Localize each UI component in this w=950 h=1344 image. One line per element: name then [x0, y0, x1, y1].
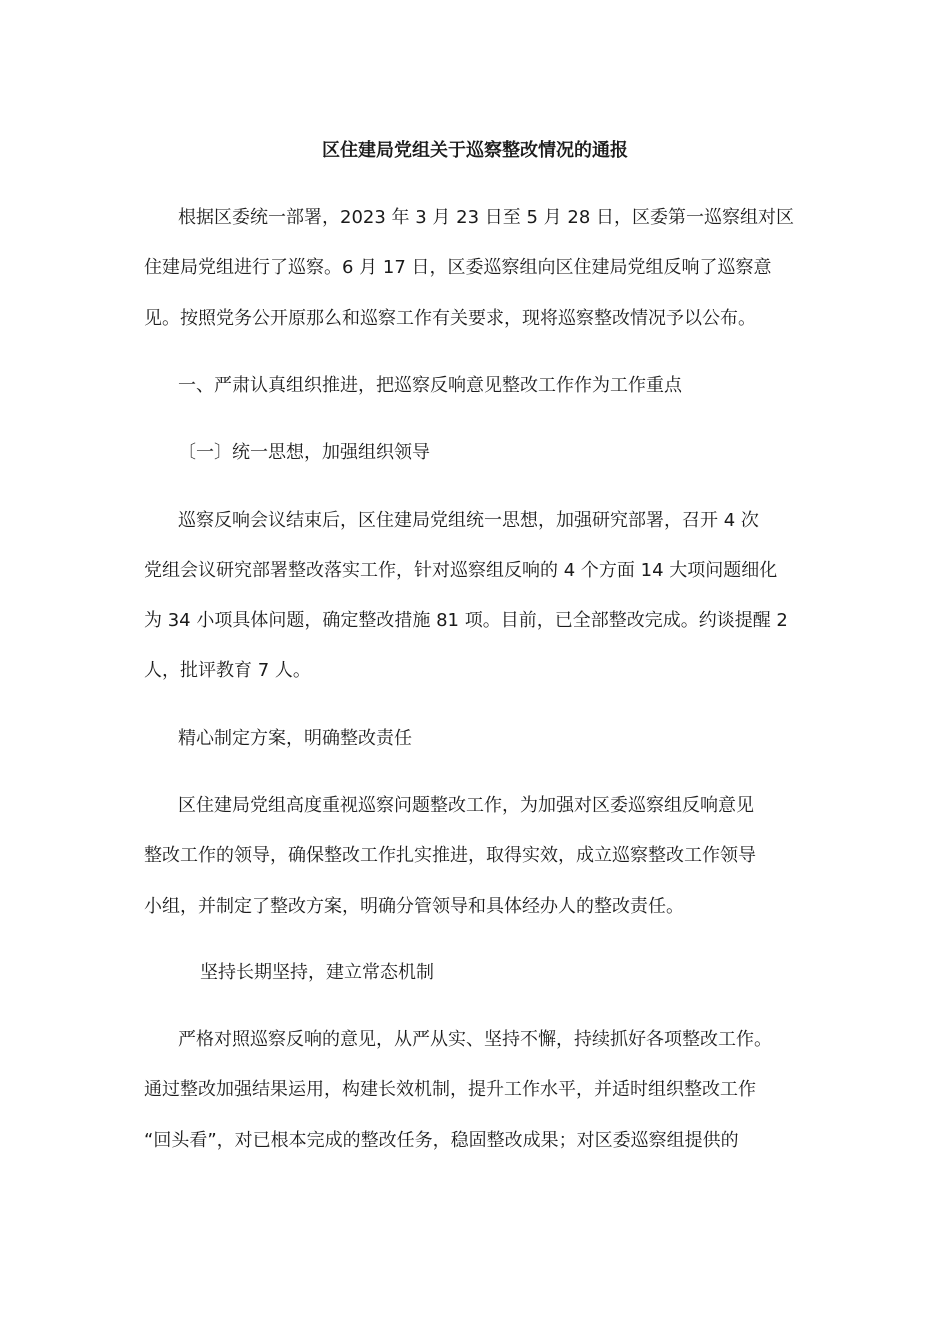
paragraph-2-line-1: 区住建局党组高度重视巡察问题整改工作，为加强对区委巡察组反响意见 [178, 795, 754, 816]
subsection-heading-3: 坚持长期坚持，建立常态机制 [200, 962, 434, 983]
subsection-heading-1: 〔一〕统一思想，加强组织领导 [178, 442, 430, 463]
paragraph-1-line-2: 党组会议研究部署整改落实工作，针对巡察组反响的 4 个方面 14 大项问题细化 [144, 560, 778, 581]
paragraph-3-line-2: 通过整改加强结果运用，构建长效机制，提升工作水平，并适时组织整改工作 [144, 1079, 756, 1100]
paragraph-1-line-1: 巡察反响会议结束后，区住建局党组统一思想，加强研究部署，召开 4 次 [178, 510, 759, 531]
intro-line-2: 住建局党组进行了巡察。6 月 17 日，区委巡察组向区住建局党组反响了巡察意 [144, 257, 772, 278]
intro-line-1: 根据区委统一部署，2023 年 3 月 23 日至 5 月 28 日，区委第一巡察组对区 [178, 207, 795, 228]
paragraph-2-line-3: 小组，并制定了整改方案，明确分管领导和具体经办人的整改责任。 [144, 896, 684, 917]
paragraph-2-line-2: 整改工作的领导，确保整改工作扎实推进，取得实效，成立巡察整改工作领导 [144, 845, 756, 866]
paragraph-1-line-3: 为 34 小项具体问题，确定整改措施 81 项。目前，已全部整改完成。约谈提醒 2 [144, 610, 788, 631]
subsection-heading-2: 精心制定方案，明确整改责任 [178, 728, 412, 749]
paragraph-3-line-3: “回头看”，对已根本完成的整改任务，稳固整改成果；对区委巡察组提供的 [144, 1130, 739, 1151]
document-title: 区住建局党组关于巡察整改情况的通报 [322, 140, 628, 161]
intro-line-3: 见。按照党务公开原那么和巡察工作有关要求，现将巡察整改情况予以公布。 [144, 308, 756, 329]
section-heading-1: 一、严肃认真组织推进，把巡察反响意见整改工作作为工作重点 [178, 375, 682, 396]
paragraph-1-line-4: 人，批评教育 7 人。 [144, 660, 311, 681]
paragraph-3-line-1: 严格对照巡察反响的意见，从严从实、坚持不懈，持续抓好各项整改工作。 [178, 1029, 772, 1050]
